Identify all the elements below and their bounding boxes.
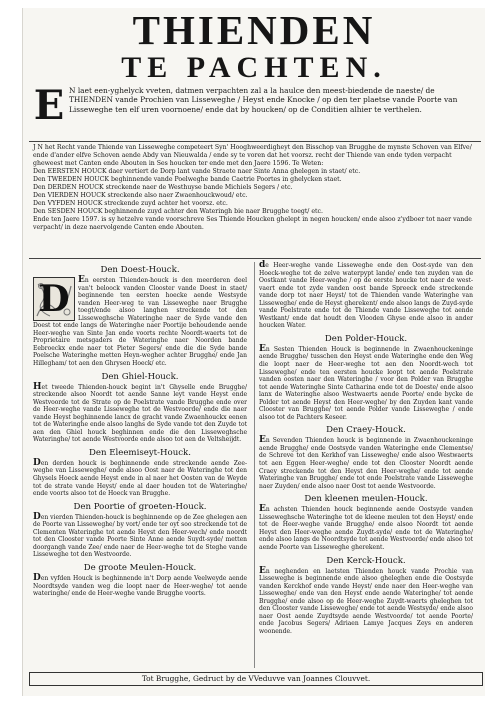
ornamental-initial: [33, 277, 75, 321]
rule-top: [29, 141, 481, 142]
preamble-line: Den DERDEN HOUCK streckende naer de Westhuyse bande Michiels Segers / etc.: [33, 184, 293, 191]
section-body: de Heer-weghe vande Lisseweghe ende den Oost-syde van den Hoeck-weghe tot de zelve waterpypt lande/ ende ten zuyden van de Oostkant vande Heer-weghe / op de eerste houcke tot naer de west-vaert ende tot zyde vanden oost bande Spreeck ende streckende vande dorp tot naer Heyst/ tot de Thienden vande Wateringhe van Lisseweghe/ ende de Heyst gherekent/ ende alsoo langs de Zuyd-syde vande Poelstrate ende tot de Thiende vande Lisseweghe tot aende Westkant/ ende dat houdt den Vlooden Ghyse ende alsoo in ander houcken Water.: [259, 260, 473, 330]
preamble-line: J N het Recht vande Thiende van Lisseweghe competeert Syn' Hooghweerdigheyt den Bisschop van Brugghe de mynste Schoven van Elfve/ ende d'ander elfve Schoven aende Abdy van Nieuwalda / ende sy te voren dat het voorsz. recht der Thiende van ende tyden verpacht gheweest met Canten ende Abouten in Ses houcken ter ende met den Jaere 1596. Te Weten:: [33, 144, 472, 167]
section-heading: Den Polder-Houck.: [324, 333, 408, 344]
section-body: Den derden houck is beghinnende ende streckende aende Zee-weghe van Lisseweghe/ ende alsoo Oost naer de Wateringhe tot den Ghysels Hoeck aende Heyst ende in al naer het Oosten van de Weyde tot de strate vande Heyst/ ende al daer houden tot de Wateringhe/ ende voorts alsoo tot de Hoeck van Brugghe.: [33, 457, 247, 498]
section-body: Den vierden Thienden-houck is beghinnende op de Zee ghelegen aen de Poorte van Lisseweghe/ by vort/ ende ter oyt soo streckende tot de Clementen Wateringhe tot aende Heyst den Heer-wech/ ende noordt tot den Clooster vande Poorte Sinte Anne aende Suydt-syde/ metten doorgangh vande Zee/ ende naer de Heer-weghe tot de Steghe vande Lisseweghe tot den Westvoorde.: [33, 511, 247, 559]
section-heading: Den Doest-Houck.: [100, 265, 180, 275]
title-line-2: TE PACHTEN.: [121, 51, 387, 84]
printer-imprint: Tot Brugghe, Gedruct by de VVeduvve van Joannes Clouvvet.: [29, 672, 483, 686]
section-heading: De groote Meulen-Houck.: [83, 562, 197, 573]
section-heading: Den Eleemiseyt-Houck.: [89, 447, 191, 458]
section-heading: Den Ghiel-Houck.: [101, 371, 179, 382]
title-line-1: THIENDEN: [132, 7, 376, 53]
section-initial: D: [38, 278, 70, 320]
preamble: [33, 144, 473, 232]
preamble-line: Den VYFDEN HOUCK streckende zuyd achter het voorsz. etc.: [33, 200, 228, 207]
section-body: En eersten Thienden-houck is den meerderen deel van't beloock vanden Clooster vande Doest in staet/ beginnende ten eersten hoecke aende Westsyde vanden Heer-weg te van Lisseweghe naer Brugghe toegt/ende alsoo langhen streckende tot den Lisseweghsche Wateringhe naer de Syde vande den Doest tot ende langs de Wateringhe naer Poortije behoudende aende Heer-weghe van Sinte Jan ende voorts rechte Noordt-waerts tot de Proprietaire metsgaders de Wateringhe naer Noorden bande Eebroeckx ende naer tot Pieter Segers/ ende die die Syde bande Poelsche Wateringhe metten Heyn-wegher achter Brugghe/ ende Jan Hillegham/ tot aen den Ghrysen Hoeck/ etc.: [33, 275, 247, 368]
section-body: En achsten Thienden houck beginnende aende Oostsyde vanden Lisseweghsche Wateringhe tot de kleene meulen tot den Heyst/ ende tot de Heer-weghe vande Brugghe/ ende alsoo Noordt tot aende Heyst den Heer-weghe aende Zuydt-syde/ ende tot de Wateringhe/ ende alsoo langs de Noordtsyde tot aende Westvoorde/ ende alsoo tot aende Poorte van Lisseweghe gherekent.: [259, 504, 473, 551]
document-page: [22, 8, 485, 696]
left-column: [33, 262, 247, 601]
section-body: Den vyfden Houck is beghinnende in't Dorp aende Veelweyde aende Noordtsyde vanden weg die loopt naer de Heer-weghe/ tot aende wateringhe/ ende de Heer-weghe vande Brugghe voorts.: [33, 572, 247, 598]
section-body: En neghenden en laetsten Thienden houck vande Prochie van Lisseweghe is beginnende ende alsoo gheleghen ende die Oostsyde vanden Kerckhof ende vande Heyst/ ende naer den Heer-weghe van Lisseweghe/ ende van den Heyst ende aende Wateringhe/ tot aende Brugghe/ ende alsoo op de Heer-weghe Zuydt-waerts gheleghen tot den Clooster vande Lisseweghe/ ende tot aende Westsyde/ ende alsoo naer Oost aende Zuydtsyde aende Westvoorde/ tot aende Poorte/ ende Jacobus Segers/ Adriaen Lamye Jacques Zeys en anderen woonende.: [259, 565, 473, 635]
section-body: En Sevenden Thienden houck is beginnende in Zwaenhouckeninge aende Brugghe/ ende Oostsyde vanden Wateringhe ende Clementse/ de Schreve tot den Kerkhof van Lisseweghe/ ende alsoo Westwaerts tot aen Eggen Heer-weghe/ ende tot den Clooster Noordt aende Craey streckende tot den Heyst den Heer-weghe/ ende tot aende Wateringhe van Brugghe/ ende tot ende Poelstrate vande Lisseweghe naer Zuyden/ ende alsoo naer Oost tot aende Westvoorde.: [259, 435, 473, 490]
section-heading: Den Poortie of groeten-Houck.: [73, 501, 207, 512]
section-heading: Den Craey-Houck.: [326, 425, 406, 436]
preamble-line: Den SESDEN HOUCK beghinnende zuyd achter den Wateringh bie naer Brugghe toegt/ etc.: [33, 208, 323, 215]
section-body: Het tweede Thienden-houck begint in't Ghyselle ende Brugghe/ streckende alsoo Noordt tot aende Sanne leyt vande Heyst ende Westvoorde tot de Strate op de Poelstrate vande Brugghe ende over de Heer-weghe vande Lisseweghe tot de Westvoorde/ ende die naer vande Heyst beghinnende lancx de gracht vande Zwaenhouckx eenen tot de Wateringhe ende alsoo langhs de Syde vande tot den Zuyde tot aen den Ghiel houck beghinnen ende die den Lisseweghsche Wateringhe/ tot aende Westvoorde ende alsoo tot aen de Veltsheijdt.: [33, 381, 247, 444]
section-heading: Den Kerck-Houck.: [326, 555, 406, 566]
preamble-line: Den VIERDEN HOUCK streckende also naer Zwaenhouckwoud/ etc.: [33, 192, 248, 199]
column-divider: [254, 262, 255, 668]
intro-paragraph: N laet een-yghelyck vveten, datmen verpachten zal a la haulce den meest-biedende de naeste/ de THIENDEN vande Prochien van Lisseweghe / Heyst ende Knocke / op den ter plaetse vande Poorte van Lisseweghe ten elf uren voornoene/ ende dat by houcken/ op de Conditien alhier te verthelen.: [69, 86, 458, 114]
rule-middle: [29, 258, 481, 259]
section-heading: Den kleenen meulen-Houck.: [304, 494, 428, 505]
preamble-line: Den EERSTEN HOUCK daer vertiert de Dorp lant vande Straete naer Sinte Anna ghelegen in staet/ etc.: [33, 168, 361, 175]
preamble-line: Den TWEEDEN HOUCK beghinnende vande Poelweghe bande Caetrie Poortes in ghelycken staet.: [33, 176, 342, 183]
preamble-line: Ende ten Jaere 1597. is sy hetzelve vande voorschreve Ses Thiende Houcken ghelept in negen houcken/ ende alsoo z'ydboer tot naer vande verpacht/ in deze naervolgende Canten ende Abouten.: [33, 216, 472, 231]
section-body: En Sesten Thienden Houck is beginnende in Zwaenhouckeninge aende Brugghe/ tusschen den Heyst ende Wateringhe ende den Weg die loopt naer de Heer-weghe tot aen den Noordt-wech tot Lisseweghe/ ende ten eersten houcke loopt tot aende Poelstrate vanden oosten naer den Wateringhe / voor den Polder van Brugghe tot aende Wateringhe Sinte Catharina ende tot de Doeste/ ende alsoo lanx de Wateringhe alsoo Westwaerts aende Poorte/ ende bycke de Polder tot aende Heyst den Heer-weghe/ by den Zuyden kant vande Clooster van Brugghe/ tot aende Polder vande Lisseweghe / ende alsoo tot de Pachters Keseer.: [259, 343, 473, 421]
intro-drop-cap: E: [33, 82, 65, 129]
right-column: [259, 262, 473, 638]
